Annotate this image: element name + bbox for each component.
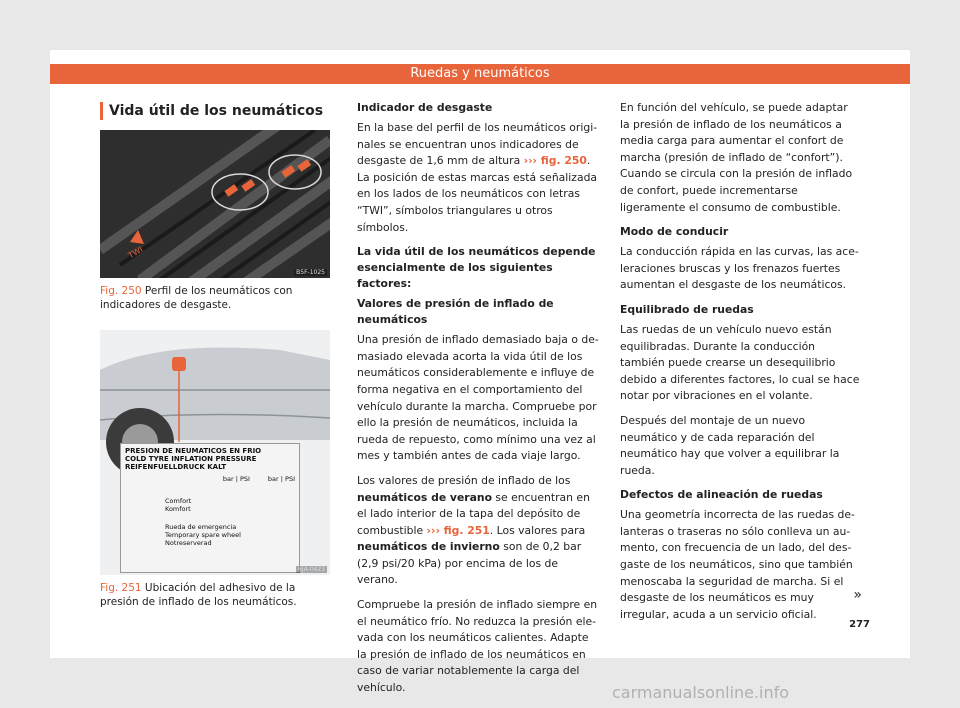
fig-250-link[interactable]: ››› fig. 250 xyxy=(523,154,587,168)
chapter-header: Ruedas y neumáticos xyxy=(50,64,910,84)
figure-250-tyre-tread xyxy=(100,130,330,278)
paragraph-funcion: En función del vehículo, se puede adaptar la presión de inflado de los neumáticos a media carga para aumentar el confort de marcha (presión de inflado de “confort”). Cuando se circula con la presión de inflado de confort, puede incrementarse ligeramente el consumo de combustible. xyxy=(620,101,853,214)
heading-presion: Valores de presión de inflado de neumáticos xyxy=(357,297,554,327)
continue-mark: » xyxy=(853,587,862,603)
sticker-spare-3: Notreserverad xyxy=(165,539,212,547)
middle-column xyxy=(357,100,600,705)
paragraph-presion: Una presión de inflado demasiado baja o demasiado elevada acorta la vida útil de los neumáticos considerablemente e influye de forma negativa en el comportamiento del vehículo durante la marcha. Compruebe por ello la presión de neumáticos, incluida la rueda de repuesto, como mínimo una vez al mes y también antes de cada viaje largo. xyxy=(357,333,599,463)
section-title: Vida útil de los neumáticos xyxy=(100,102,330,120)
paragraph-frio: Compruebe la presión de inflado siempre en el neumático frío. No reduzca la presión elevada con los neumáticos calientes. Adapte la presión de inflado de los neumáticos en caso de variar notablemente la carga del vehículo. xyxy=(357,598,598,695)
figure-label: Fig. 251 xyxy=(100,582,142,594)
caption-text: Ubicación del adhesivo de la presión de inflado de los neumáticos. xyxy=(100,582,297,608)
figure-251-caption xyxy=(100,581,330,609)
figure-code: 6JA-0423 xyxy=(298,566,325,573)
sticker-comfort-2: Komfort xyxy=(165,505,191,513)
page-number: 277 xyxy=(849,619,870,630)
paragraph-alineacion: Una geometría incorrecta de las ruedas delanteras o traseras no sólo conlleva un aumento, con frecuencia de un lado, del desgaste de los neumáticos, sino que también menoscaba la seguridad de marcha. Si el desgaste de los neumáticos es muy irregular, acuda a un servicio oficial. xyxy=(620,508,855,621)
paragraph-valores: Los valores de presión de inflado de los neumáticos de verano se encuentran en el lado interior de la tapa del depósito de combustible ››› fig. 251. Los valores para neumáticos de invierno son de 0,2 bar (2,9 psi/20 kPa) por encima de los de verano. xyxy=(357,473,590,587)
sticker-line-1: PRESION DE NEUMATICOS EN FRIO xyxy=(125,447,262,455)
sticker-comfort-1: Comfort xyxy=(165,497,192,505)
sticker-unit-2: bar | PSI xyxy=(267,475,295,483)
figure-251-pressure-sticker xyxy=(100,330,330,575)
paragraph-equilibrado: Las ruedas de un vehículo nuevo están equilibradas. Durante la conducción también puede crearse un desequilibrio debido a diferentes factores, lo cual se hace notar por vibraciones en el volante. xyxy=(620,322,860,403)
tyre-tread-illustration xyxy=(100,130,330,278)
sticker-line-3: REIFENFUELLDRUCK KALT xyxy=(125,463,227,471)
figure-label: Fig. 250 xyxy=(100,285,142,297)
sticker-spare-1: Rueda de emergencia xyxy=(165,523,237,531)
sticker-line-2: COLD TYRE INFLATION PRESSURE xyxy=(125,455,257,463)
figure-250-caption xyxy=(100,284,330,312)
heading-indicador: Indicador de desgaste xyxy=(357,101,493,114)
figure-code: B5F-1025 xyxy=(296,269,325,276)
fig-251-link[interactable]: ››› fig. 251 xyxy=(426,523,490,537)
heading-alineacion: Defectos de alineación de ruedas xyxy=(620,488,823,502)
watermark: carmanualsonline.info xyxy=(612,683,790,702)
paragraph-modo: La conducción rápida en las curvas, las aceleraciones bruscas y los frenazos fuertes aumentan el desgaste de los neumáticos. xyxy=(620,245,859,292)
twi-mark: TWI xyxy=(126,244,145,261)
heading-equilibrado: Equilibrado de ruedas xyxy=(620,302,754,316)
sticker-spare-2: Temporary spare wheel xyxy=(165,531,241,539)
caption-text: Perfil de los neumáticos con indicadores de desgaste. xyxy=(100,285,293,311)
heading-modo: Modo de conducir xyxy=(620,225,729,239)
paragraph-indicador: En la base del perfil de los neumáticos originales se encuentran unos indicadores de desgaste de 1,6 mm de altura ››› fig. 250. La posición de estas marcas está señalizada en los lados de los neumáticos con letras “TWI”, símbolos triangulares u otros símbolos. xyxy=(357,121,598,234)
right-column xyxy=(620,100,860,631)
pressure-sticker xyxy=(120,443,300,573)
paragraph-montaje: Después del montaje de un nuevo neumático y de cada reparación del neumático hay que volver a equilibrar la rueda. xyxy=(620,413,840,477)
heading-factores: La vida útil de los neumáticos depende esencialmente de los siguientes factores: xyxy=(357,245,596,291)
left-column xyxy=(100,100,330,627)
sticker-unit-1: bar | PSI xyxy=(222,475,250,483)
